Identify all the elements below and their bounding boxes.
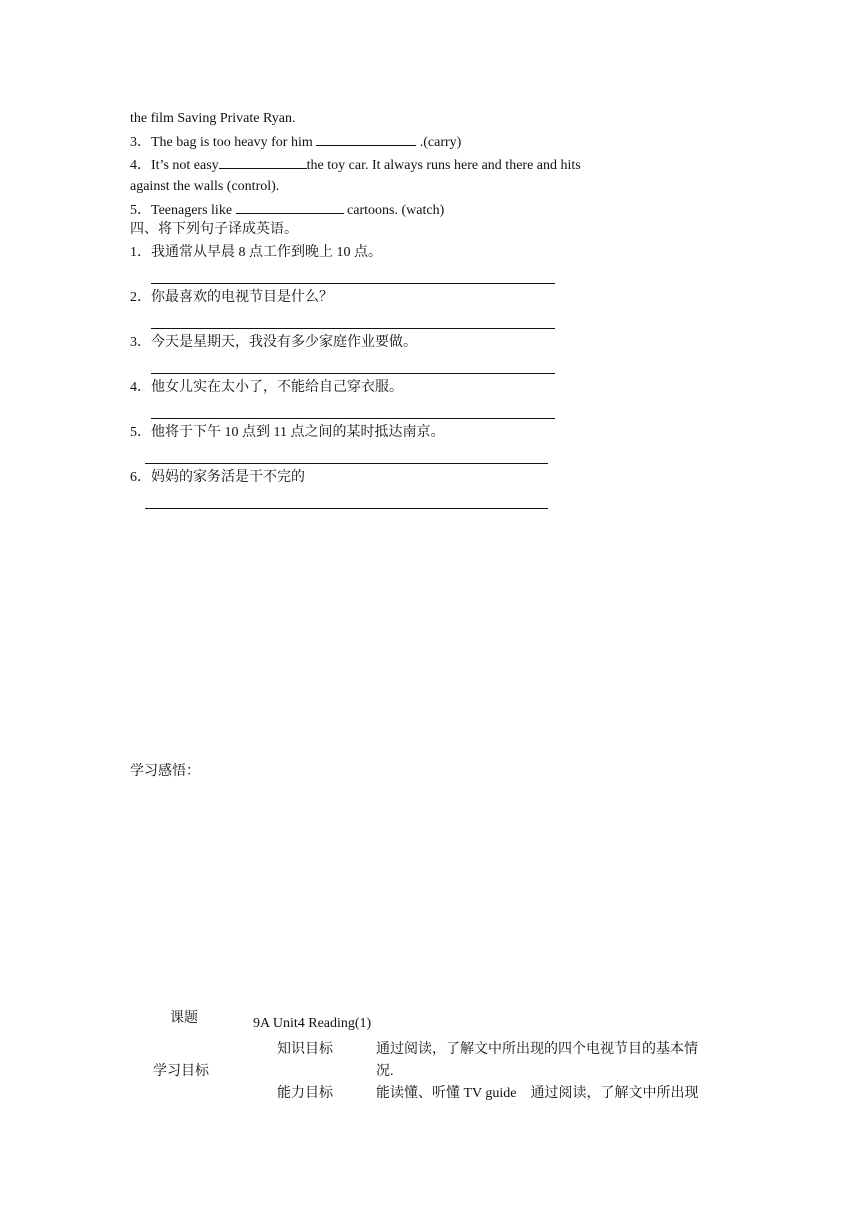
exercise-item-4 <box>130 155 581 175</box>
translation-prompt: 6．妈妈的家务活是干不完的 <box>130 470 305 485</box>
topic-value <box>253 1015 371 1033</box>
translation-prompt: 3．今天是星期天，我没有多少家庭作业要做。 <box>130 335 417 350</box>
goals-label <box>153 1063 209 1081</box>
answer-line[interactable] <box>151 373 555 374</box>
answer-line[interactable] <box>145 463 548 464</box>
sentence-text: the toy car. It always runs here and there and hits <box>306 158 581 173</box>
translation-prompt: 1．我通常从早晨 8 点工作到晚上 10 点。 <box>130 245 382 260</box>
ability-goal-label <box>277 1085 333 1103</box>
exercise-item-4-continuation <box>130 178 279 196</box>
translation-item-2 <box>130 289 333 307</box>
knowledge-goal-label <box>277 1041 333 1059</box>
answer-line[interactable] <box>151 418 555 419</box>
translation-item-5 <box>130 424 444 442</box>
sentence-text: 3．The bag is too heavy for him <box>130 135 317 150</box>
translation-prompt: 4．他女儿实在太小了，不能给自己穿衣服。 <box>130 380 403 395</box>
translation-item-6 <box>130 469 305 487</box>
fill-in-blank[interactable] <box>236 200 344 214</box>
ability-goal-text <box>376 1085 699 1103</box>
sentence-text: 5．Teenagers like <box>130 203 236 218</box>
hint-text: .(carry) <box>419 135 462 150</box>
section-heading <box>130 221 298 239</box>
answer-line[interactable] <box>151 328 555 329</box>
translation-prompt: 5．他将于下午 10 点到 11 点之间的某时抵达南京。 <box>130 425 445 440</box>
fill-in-blank[interactable] <box>316 132 416 146</box>
section-heading-text: 四、将下列句子译成英语。 <box>130 222 298 237</box>
knowledge-goal-label-text: 知识目标 <box>277 1042 333 1057</box>
translation-item-4 <box>130 379 403 397</box>
sentence-text: against the walls (control). <box>130 179 280 194</box>
knowledge-goal-text-line-1: 通过阅读，了解文中所出现的四个电视节目的基本情 <box>376 1042 698 1057</box>
reflection-label-text: 学习感悟： <box>130 764 200 779</box>
exercise-item-5 <box>130 200 444 220</box>
knowledge-goal-text <box>376 1041 698 1059</box>
translation-item-1 <box>130 244 382 262</box>
topic-label <box>170 1010 198 1028</box>
sentence-text: 4．It’s not easy <box>130 158 219 173</box>
fill-in-blank[interactable] <box>219 155 307 169</box>
topic-value-text: 9A Unit4 Reading(1) <box>253 1016 372 1031</box>
exercise-line <box>130 110 295 128</box>
answer-line[interactable] <box>151 283 555 284</box>
topic-label-text: 课题 <box>170 1011 198 1026</box>
ability-goal-text-line-1: 能读懂、听懂 TV guide 通过阅读，了解文中所出现 <box>376 1086 699 1101</box>
translation-prompt: 2．你最喜欢的电视节目是什么？ <box>130 290 333 305</box>
goals-label-text: 学习目标 <box>153 1064 209 1079</box>
reflection-label <box>130 763 200 781</box>
sentence-text: the film Saving Private Ryan. <box>130 111 296 126</box>
ability-goal-label-text: 能力目标 <box>277 1086 333 1101</box>
exercise-item-3 <box>130 132 461 152</box>
translation-item-3 <box>130 334 417 352</box>
hint-text: cartoons. (watch) <box>347 203 445 218</box>
knowledge-goal-text-line-2: 况. <box>376 1064 394 1079</box>
answer-line[interactable] <box>145 508 548 509</box>
knowledge-goal-text-cont <box>376 1063 394 1081</box>
